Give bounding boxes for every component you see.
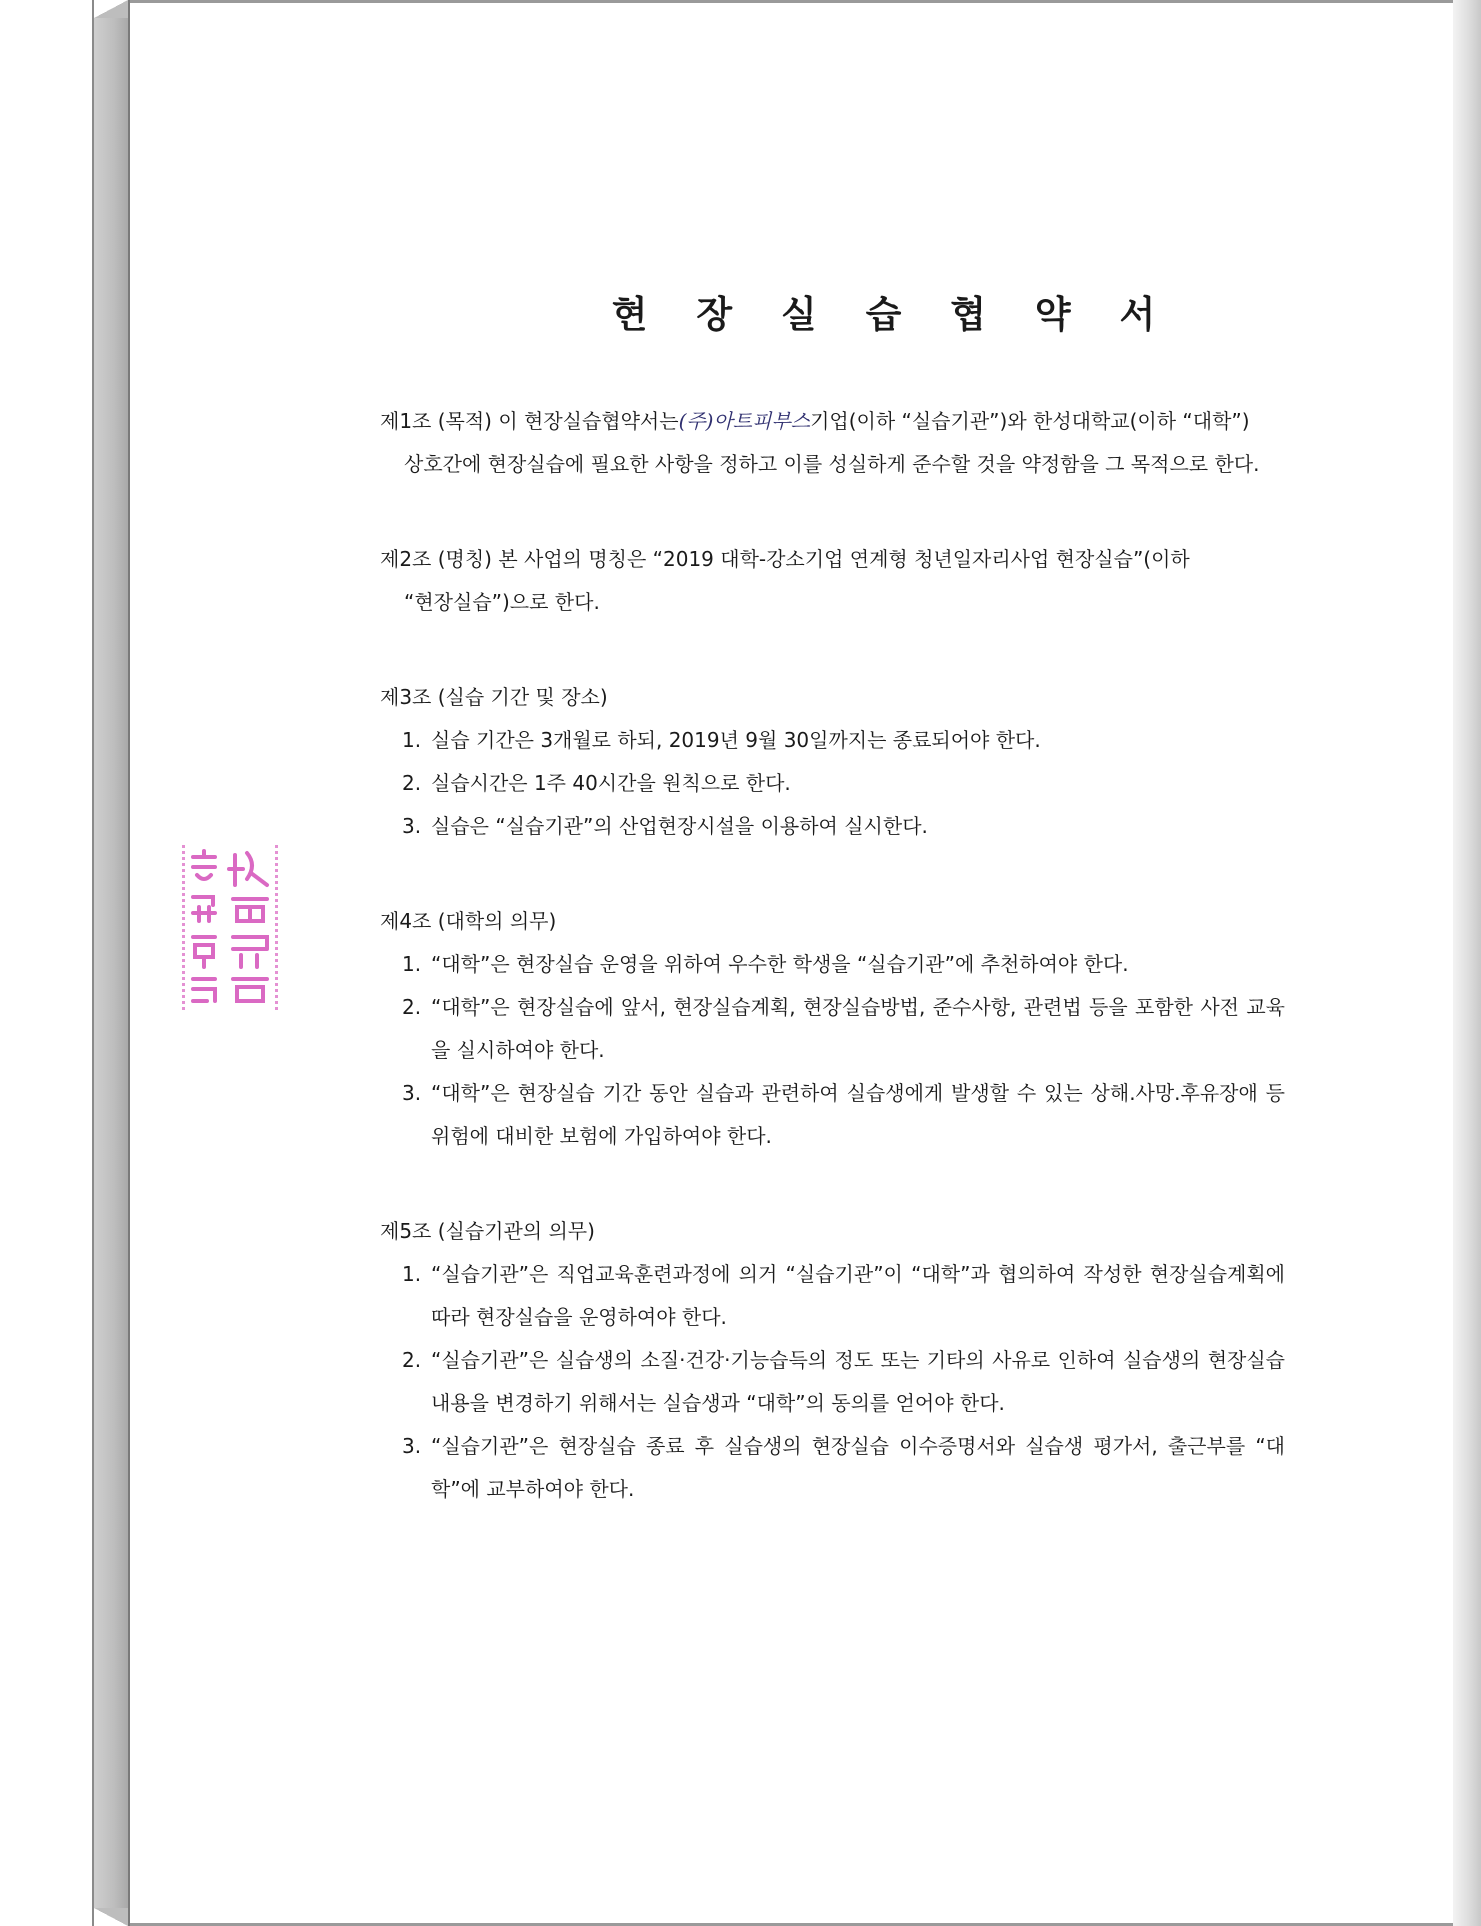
- article-3: [380, 676, 1285, 848]
- contract-document: [380, 285, 1285, 1511]
- document-title: 현 장 실 습 협 약 서: [611, 293, 1174, 336]
- article-2-heading: 제2조 (명칭) 본 사업의 명칭은 “2019 대학-강소기업 연계형 청년일자리사업 현장실습”(이하: [380, 547, 1190, 571]
- seal-stamp: [182, 845, 278, 1010]
- list-item: [380, 1253, 1285, 1339]
- article-4-heading: 제4조 (대학의 의무): [380, 909, 557, 933]
- item-text: 실습시간은 1주 40시간을 원칙으로 한다.: [431, 771, 791, 795]
- article-5: [380, 1210, 1285, 1511]
- item-number: 1.: [402, 1262, 422, 1286]
- article-1-body: 상호간에 현장실습에 필요한 사항을 정하고 이를 성실하게 준수할 것을 약정함을 그 목적으로 한다.: [404, 452, 1260, 476]
- item-number: 1.: [402, 728, 422, 752]
- list-item: [380, 1072, 1285, 1158]
- item-number: 2.: [402, 771, 422, 795]
- item-number: 3.: [402, 814, 422, 838]
- list-item: [380, 986, 1285, 1072]
- article-1-heading-suffix: 기업(이하 “실습기관”)와 한성대학교(이하 “대학”): [810, 409, 1250, 433]
- list-item: [380, 719, 1285, 762]
- page-top-edge: [126, 0, 1453, 3]
- article-1-heading-prefix: 제1조 (목적) 이 현장실습협약서는: [380, 409, 679, 433]
- article-4: [380, 900, 1285, 1158]
- page-right-shadow: [1453, 0, 1481, 1926]
- item-text: 실습 기간은 3개월로 하되, 2019년 9월 30일까지는 종료되어야 한다.: [431, 728, 1041, 752]
- item-text: “실습기관”은 현장실습 종료 후 실습생의 현장실습 이수증명서와 실습생 평가서, 출근부를 “대학”에 교부하여야 한다.: [431, 1434, 1285, 1501]
- item-text: “대학”은 현장실습 운영을 위하여 우수한 학생을 “실습기관”에 추천하여야 한다.: [431, 952, 1129, 976]
- item-text: 실습은 “실습기관”의 산업현장시설을 이용하여 실시한다.: [431, 814, 928, 838]
- article-1: [380, 400, 1285, 486]
- list-item: [380, 1339, 1285, 1425]
- list-item: [380, 805, 1285, 848]
- item-text: “실습기관”은 실습생의 소질·건강·기능습득의 정도 또는 기타의 사유로 인하여 실습생의 현장실습내용을 변경하기 위해서는 실습생과 “대학”의 동의를 얻어야 한다.: [431, 1348, 1285, 1415]
- article-5-heading: 제5조 (실습기관의 의무): [380, 1219, 595, 1243]
- item-number: 3.: [402, 1434, 422, 1458]
- article-4-items: [380, 943, 1285, 1158]
- list-item: [380, 1425, 1285, 1511]
- list-item: [380, 943, 1285, 986]
- seal-glyphs: [185, 845, 275, 1010]
- item-text: “실습기관”은 직업교육훈련과정에 의거 “실습기관”이 “대학”과 협의하여 작성한 현장실습계획에 따라 현장실습을 운영하여야 한다.: [431, 1262, 1285, 1329]
- binding-spine: [92, 0, 130, 1926]
- article-5-items: [380, 1253, 1285, 1511]
- item-number: 2.: [402, 1348, 422, 1372]
- item-text: “대학”은 현장실습 기간 동안 실습과 관련하여 실습생에게 발생할 수 있는 상해.사망.후유장애 등 위험에 대비한 보험에 가입하여야 한다.: [431, 1081, 1285, 1148]
- item-number: 2.: [402, 995, 422, 1019]
- article-2: [380, 538, 1285, 624]
- article-2-body: “현장실습”)으로 한다.: [404, 590, 600, 614]
- handwritten-company-name: (주)아트피부스: [678, 409, 811, 433]
- item-number: 1.: [402, 952, 422, 976]
- item-number: 3.: [402, 1081, 422, 1105]
- article-3-items: [380, 719, 1285, 848]
- article-3-heading: 제3조 (실습 기간 및 장소): [380, 685, 608, 709]
- item-text: “대학”은 현장실습에 앞서, 현장실습계획, 현장실습방법, 준수사항, 관련법 등을 포함한 사전 교육을 실시하여야 한다.: [431, 995, 1285, 1062]
- list-item: [380, 762, 1285, 805]
- article-1-heading: [380, 400, 1285, 443]
